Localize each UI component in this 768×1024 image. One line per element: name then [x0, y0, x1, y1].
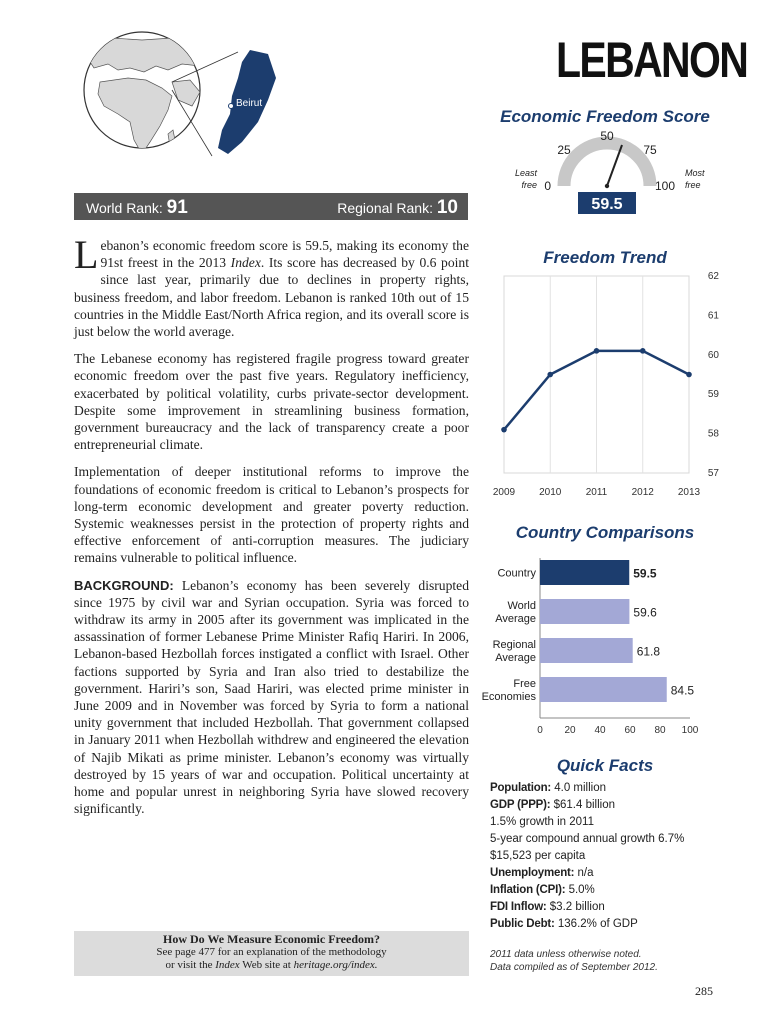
comp-category-label: Regional: [492, 639, 536, 651]
beirut-marker: [229, 104, 234, 109]
measure-url[interactable]: heritage.org/index.: [293, 959, 378, 971]
country-comparison-chart: [481, 552, 722, 736]
comp-category-label: Free: [513, 678, 536, 690]
score-value: 59.5: [591, 196, 623, 213]
debt-fact: [490, 916, 730, 933]
world-rank: [86, 197, 188, 219]
least-free-label-2: free: [521, 180, 537, 190]
trend-point: [501, 427, 507, 433]
debt-value: 136.2% of GDP: [554, 918, 638, 930]
comp-category-label: Economies: [481, 691, 536, 703]
gauge-hub: [605, 184, 609, 188]
comp-x-tick: 0: [537, 725, 543, 736]
comp-bar: [540, 599, 629, 624]
population-value: 4.0 million: [551, 782, 607, 794]
most-free-label-2: free: [685, 180, 701, 190]
fdi-value: $3.2 billion: [546, 901, 605, 913]
trend-heading: Freedom Trend: [543, 248, 667, 267]
gdp-fact: [490, 797, 730, 814]
trend-x-tick: 2009: [492, 487, 516, 498]
most-free-label: Most: [685, 168, 705, 178]
comp-category-label: Average: [495, 652, 536, 664]
world-rank-label: World Rank:: [86, 200, 163, 216]
comparison-heading: Country Comparisons: [515, 523, 695, 542]
trend-y-tick: 59: [707, 389, 719, 401]
regional-rank-value: 10: [436, 197, 458, 218]
measure-line-1: See page 477 for an explanation of the methodology: [156, 946, 387, 958]
paragraph-1: [74, 232, 469, 340]
inflation-label: Inflation (CPI):: [490, 884, 566, 896]
trend-point: [594, 348, 600, 354]
comp-value-label: 84.5: [670, 683, 695, 698]
gauge-tick-0: 0: [544, 179, 551, 193]
data-note-1: 2011 data unless otherwise noted.: [490, 949, 642, 960]
population-label: Population:: [490, 782, 552, 794]
trend-x-tick: 2011: [585, 487, 608, 498]
gauge-needle: [607, 145, 622, 186]
trend-y-tick: 62: [707, 271, 719, 282]
comp-category-label: World: [507, 600, 536, 612]
comp-x-tick: 40: [594, 725, 606, 736]
p1-index-italic: Index: [230, 255, 261, 271]
comp-x-tick: 80: [654, 725, 666, 736]
inflation-value: 5.0%: [565, 884, 595, 896]
data-notes: [490, 948, 730, 974]
measure-title: How Do We Measure Economic Freedom?: [163, 932, 380, 946]
measure-index-italic: Index: [215, 959, 240, 971]
cagr-fact: 5-year compound annual growth 6.7%: [490, 833, 685, 845]
fdi-fact: [490, 899, 730, 916]
score-heading: Economic Freedom Score: [500, 107, 710, 126]
unemployment-label: Unemployment:: [490, 867, 575, 879]
comp-x-tick: 20: [564, 725, 576, 736]
trend-x-tick: 2010: [539, 487, 562, 498]
unemployment-fact: [490, 865, 730, 882]
per-capita-fact: $15,523 per capita: [490, 850, 586, 862]
background-label: BACKGROUND:: [74, 577, 174, 593]
unemployment-value: n/a: [574, 867, 594, 879]
comp-value-label: 59.6: [633, 605, 657, 620]
comp-value-label: 59.5: [633, 566, 657, 581]
p1-text-a: ebanon’s economic freedom score is 59.5, making its economy the 91st freest in the 2013: [100, 238, 469, 271]
measure-line-2a: or visit the: [165, 959, 216, 971]
quick-facts-list: [490, 780, 730, 933]
data-note-2: Data compiled as of September 2012.: [490, 962, 658, 973]
beirut-label: Beirut: [236, 98, 263, 109]
world-rank-value: 91: [166, 197, 188, 218]
trend-x-tick: 2013: [677, 487, 701, 498]
article-body: [74, 232, 469, 828]
page-number: 285: [695, 984, 713, 998]
measure-line-2b: Web site at: [239, 959, 294, 971]
comp-category-label: Country: [497, 567, 536, 580]
locator-map: [72, 30, 308, 190]
measure-box: [74, 931, 469, 976]
paragraph-2: The Lebanese economy has registered fragile progress toward greater economic freedom over the past five years. Regulatory inefficiency, exacerbated by political volatility, curbs private-sector development. Despite some improvement in streamlining business formation, government bureaucracy and the lack of transparency create a poor entrepreneurial climate.: [74, 351, 469, 453]
regional-rank-label: Regional Rank:: [337, 200, 433, 216]
score-gauge: [505, 128, 720, 220]
drop-cap: L: [74, 232, 99, 277]
p4-text: Lebanon’s economy has been severely disrupted since 1975 by civil war and Syrian occupation. Syria was forced to withdraw its army in 2005 after its government was implicated in the assassination of former Lebanese Prime Minister Rafiq Hariri. In 2006, Lebanon-based Hezbollah forces instigated a conflict with Israel. Other factions supported by Syria and Iran also tried to destabilize the government. Hariri’s son, Saad Hariri, was elected prime minister in June 2009 and in November was forced by Syria to form a national unity government that included Hezbollah. That government collapsed in January 2011 when Hezbollah withdrew and engineered the elevation of Najib Mikati as prime minister. Lebanon’s economy was virtually destroyed by 15 years of war and occupation. Political uncertainty at home and popular unrest in neighboring Syria have slowed recovery significantly.: [74, 577, 469, 817]
debt-label: Public Debt:: [490, 918, 555, 930]
trend-point: [547, 372, 553, 378]
comp-category-label: Average: [495, 613, 536, 625]
trend-y-tick: 60: [707, 349, 719, 361]
rank-bar: [74, 193, 468, 220]
trend-y-tick: 61: [707, 310, 719, 322]
comp-bar: [540, 677, 667, 702]
p1-text-b: . Its score has decreased by 0.6 point since last year, primarily due to declines in property rights, business freedom, and labor freedom. Lebanon is ranked 10th out of 15 countries in the Middle East/North Africa region, and its overall score is just below the world average.: [74, 255, 469, 340]
comp-x-tick: 100: [681, 725, 699, 736]
trend-point: [686, 372, 692, 378]
population-fact: [490, 780, 730, 797]
comp-x-tick: 60: [624, 725, 636, 736]
growth-fact: 1.5% growth in 2011: [490, 816, 594, 828]
inflation-fact: [490, 882, 730, 899]
paragraph-4: [74, 577, 469, 818]
least-free-label: Least: [514, 168, 537, 178]
comp-value-label: 61.8: [636, 644, 661, 659]
trend-point: [640, 348, 646, 354]
measure-line-2: [74, 959, 469, 972]
gauge-tick-100: 100: [655, 179, 676, 193]
fdi-label: FDI Inflow:: [490, 901, 547, 913]
gauge-tick-75: 75: [643, 143, 657, 157]
regional-rank: [337, 197, 458, 219]
gauge-tick-50: 50: [600, 129, 614, 143]
comp-bar: [540, 638, 633, 663]
comp-bar: [540, 560, 629, 585]
paragraph-3: Implementation of deeper institutional reforms to improve the foundations of economic freedom is critical to Lebanon’s prospects for long-term economic development and greater poverty reduction. Systemic weaknesses persist in the protection of property rights and effective enforcement of anti-corruption measures. The judiciary remains vulnerable to political influence.: [74, 464, 469, 566]
quick-facts-heading: Quick Facts: [556, 756, 654, 775]
gdp-value: $61.4 billion: [550, 799, 615, 811]
trend-y-tick: 57: [707, 468, 719, 479]
trend-x-tick: 2012: [631, 487, 654, 498]
trend-y-tick: 58: [707, 428, 719, 440]
country-title: LEBANON: [556, 32, 748, 88]
gdp-label: GDP (PPP):: [490, 799, 551, 811]
gauge-tick-25: 25: [557, 143, 571, 157]
gauge-arc: [564, 143, 650, 186]
freedom-trend-chart: [485, 268, 725, 504]
